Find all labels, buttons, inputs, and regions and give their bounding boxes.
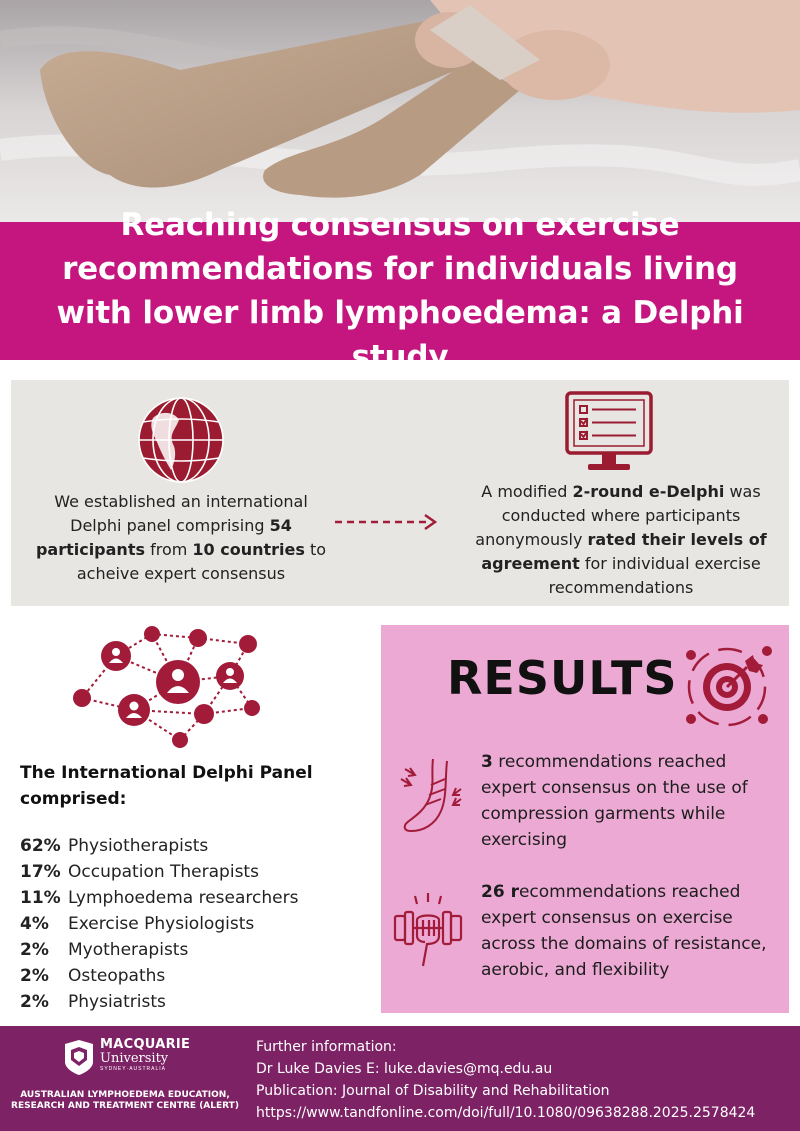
publication: Publication: Journal of Disability and Rehabilitation (256, 1083, 610, 1099)
list-item-role: Occupation Therapists (68, 862, 259, 882)
list-item-role: Physiotherapists (68, 836, 209, 856)
list-item-percent: 2% (20, 940, 49, 960)
panel-text-post: to acheive expert consensus (76, 540, 327, 583)
globe-icon (131, 390, 231, 495)
alert-centre-name: AUSTRALIAN LYMPHOEDEMA EDUCATION, RESEARCH AND TREATMENT CENTRE (ALERT) (11, 1090, 239, 1111)
dashed-arrow-icon (333, 510, 443, 539)
list-item-role: Exercise Physiologists (68, 914, 255, 934)
dumbbell-icon (393, 890, 463, 975)
list-item (20, 833, 298, 859)
logo-name: MACQUARIE (100, 1037, 191, 1052)
list-item-role: Lymphoedema researchers (68, 888, 299, 908)
panel-count: 54 participants (35, 516, 292, 559)
logo-university: University (100, 1051, 169, 1066)
result-exercise-text: ecommendations reached expert consensus on exercise across the domains of resistance, aerobic, and flexibility (481, 882, 767, 980)
hero-photo (0, 0, 800, 222)
list-item-role: Physiatrists (68, 992, 166, 1012)
panel-text-mid: from (145, 540, 193, 559)
list-item-role: Osteopaths (68, 966, 166, 986)
delphi-text-post: for individual exercise recommendations (548, 554, 761, 597)
contact-email[interactable]: Dr Luke Davies E: luke.davies@mq.edu.au (256, 1061, 553, 1077)
results-title: RESULTS (447, 651, 678, 705)
info-heading: Further information: (256, 1039, 397, 1055)
result-exercise (481, 879, 781, 983)
list-item-percent: 2% (20, 966, 49, 986)
list-item (20, 963, 298, 989)
page-title: Reaching consensus on exercise recommendations for individuals living with lower limb lymphoedema: a Delphi study (56, 207, 744, 375)
list-item-percent: 17% (20, 862, 61, 882)
list-item-percent: 4% (20, 914, 49, 934)
monitor-checklist-icon (564, 390, 654, 480)
panel-description (31, 490, 331, 586)
list-item-percent: 62% (20, 836, 61, 856)
result-compression-count: 3 (481, 752, 493, 772)
delphi-rounds: 2-round e-Delphi (572, 482, 725, 501)
result-exercise-count: 26 r (481, 882, 519, 902)
further-info (256, 1036, 755, 1124)
macquarie-logo-icon (63, 1038, 95, 1081)
publication-link[interactable]: https://www.tandfonline.com/doi/full/10.1080/09638288.2025.2578424 (256, 1105, 756, 1121)
target-icon (681, 637, 777, 738)
panel-text-pre: We established an international Delphi panel comprising (54, 492, 308, 535)
list-item (20, 885, 298, 911)
result-compression-text: recommendations reached expert consensus on the use of compression garments while exercising (481, 752, 748, 850)
result-compression (481, 749, 781, 853)
hero-legs-illustration (0, 0, 800, 222)
list-item (20, 937, 298, 963)
list-item (20, 911, 298, 937)
delphi-text-mid: was conducted where participants anonymously (475, 482, 761, 549)
people-network-icon (70, 620, 270, 755)
footer (0, 1026, 800, 1131)
list-item-role: Myotherapists (68, 940, 189, 960)
delphi-text-pre: A modified (481, 482, 573, 501)
title-band (0, 207, 800, 375)
list-item (20, 989, 298, 1015)
compression-leg-icon (395, 755, 465, 840)
panel-heading: The International Delphi Panel comprised: (20, 763, 313, 809)
methods-panel (11, 380, 789, 606)
logo-location: SYDNEY·AUSTRALIA (100, 1066, 167, 1072)
delphi-rating: rated their levels of agreement (481, 530, 767, 573)
panel-list (20, 833, 298, 1015)
panel-countries: 10 countries (192, 540, 305, 559)
results-panel (381, 625, 789, 1013)
list-item-percent: 2% (20, 992, 49, 1012)
list-item-percent: 11% (20, 888, 61, 908)
list-item (20, 859, 298, 885)
delphi-description (471, 480, 771, 600)
